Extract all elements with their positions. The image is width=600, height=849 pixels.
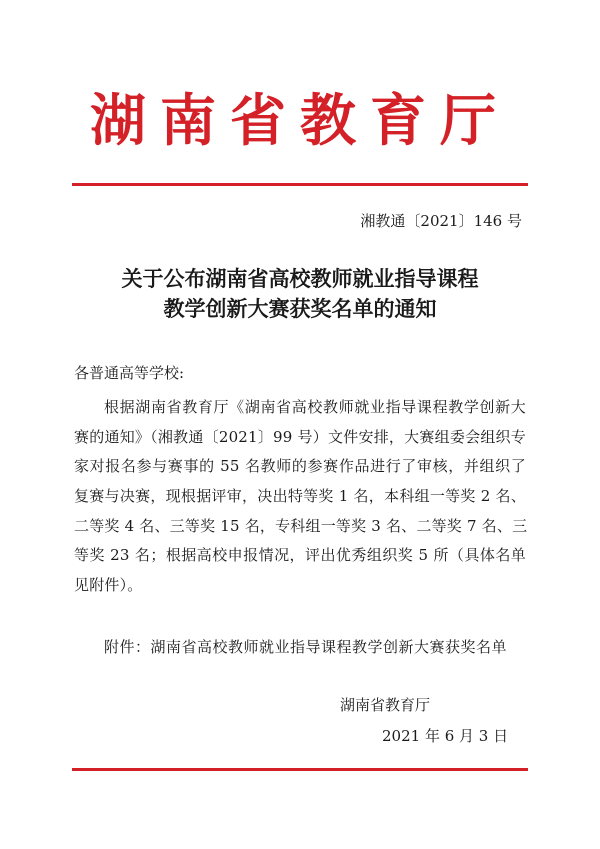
masthead-title: 湖南省教育厅: [90, 89, 510, 154]
document-number: 湘教通〔2021〕146 号: [360, 212, 522, 230]
notice-title-line-1: 关于公布湖南省高校教师就业指导课程: [121, 266, 479, 291]
body-text: [74, 393, 526, 601]
attachment-note: 附件：湖南省高校教师就业指导课程教学创新大赛获奖名单: [104, 638, 508, 656]
footer-rule: [72, 768, 528, 771]
notice-title-line-2: 教学创新大赛获奖名单的通知: [163, 296, 437, 321]
body-line: 复赛与决赛，现根据评审，决出特等奖 1 名，本科组一等奖 2 名、: [74, 487, 526, 506]
body-line: 家对报名参与赛事的 55 名教师的参赛作品进行了审核，并组织了: [74, 457, 526, 476]
body-line: 二等奖 4 名、三等奖 15 名，专科组一等奖 3 名、二等奖 7 名、三: [74, 516, 528, 535]
masthead-rule: [72, 183, 528, 186]
body-line: 见附件）。: [74, 576, 143, 595]
body-line: 赛的通知》（湘教通〔2021〕99 号）文件安排，大赛组委会组织专: [74, 427, 526, 446]
body-line: 根据湖南省教育厅《湖南省高校教师就业指导课程教学创新大: [104, 398, 526, 416]
issuer-name: 湖南省教育厅: [340, 696, 431, 714]
notice-title: [60, 264, 540, 324]
salutation: 各普通高等学校:: [74, 364, 185, 382]
body-line: 等奖 23 名；根据高校申报情况，评出优秀组织奖 5 所（具体名单: [74, 546, 526, 565]
issue-date: 2021 年 6 月 3 日: [382, 727, 509, 745]
